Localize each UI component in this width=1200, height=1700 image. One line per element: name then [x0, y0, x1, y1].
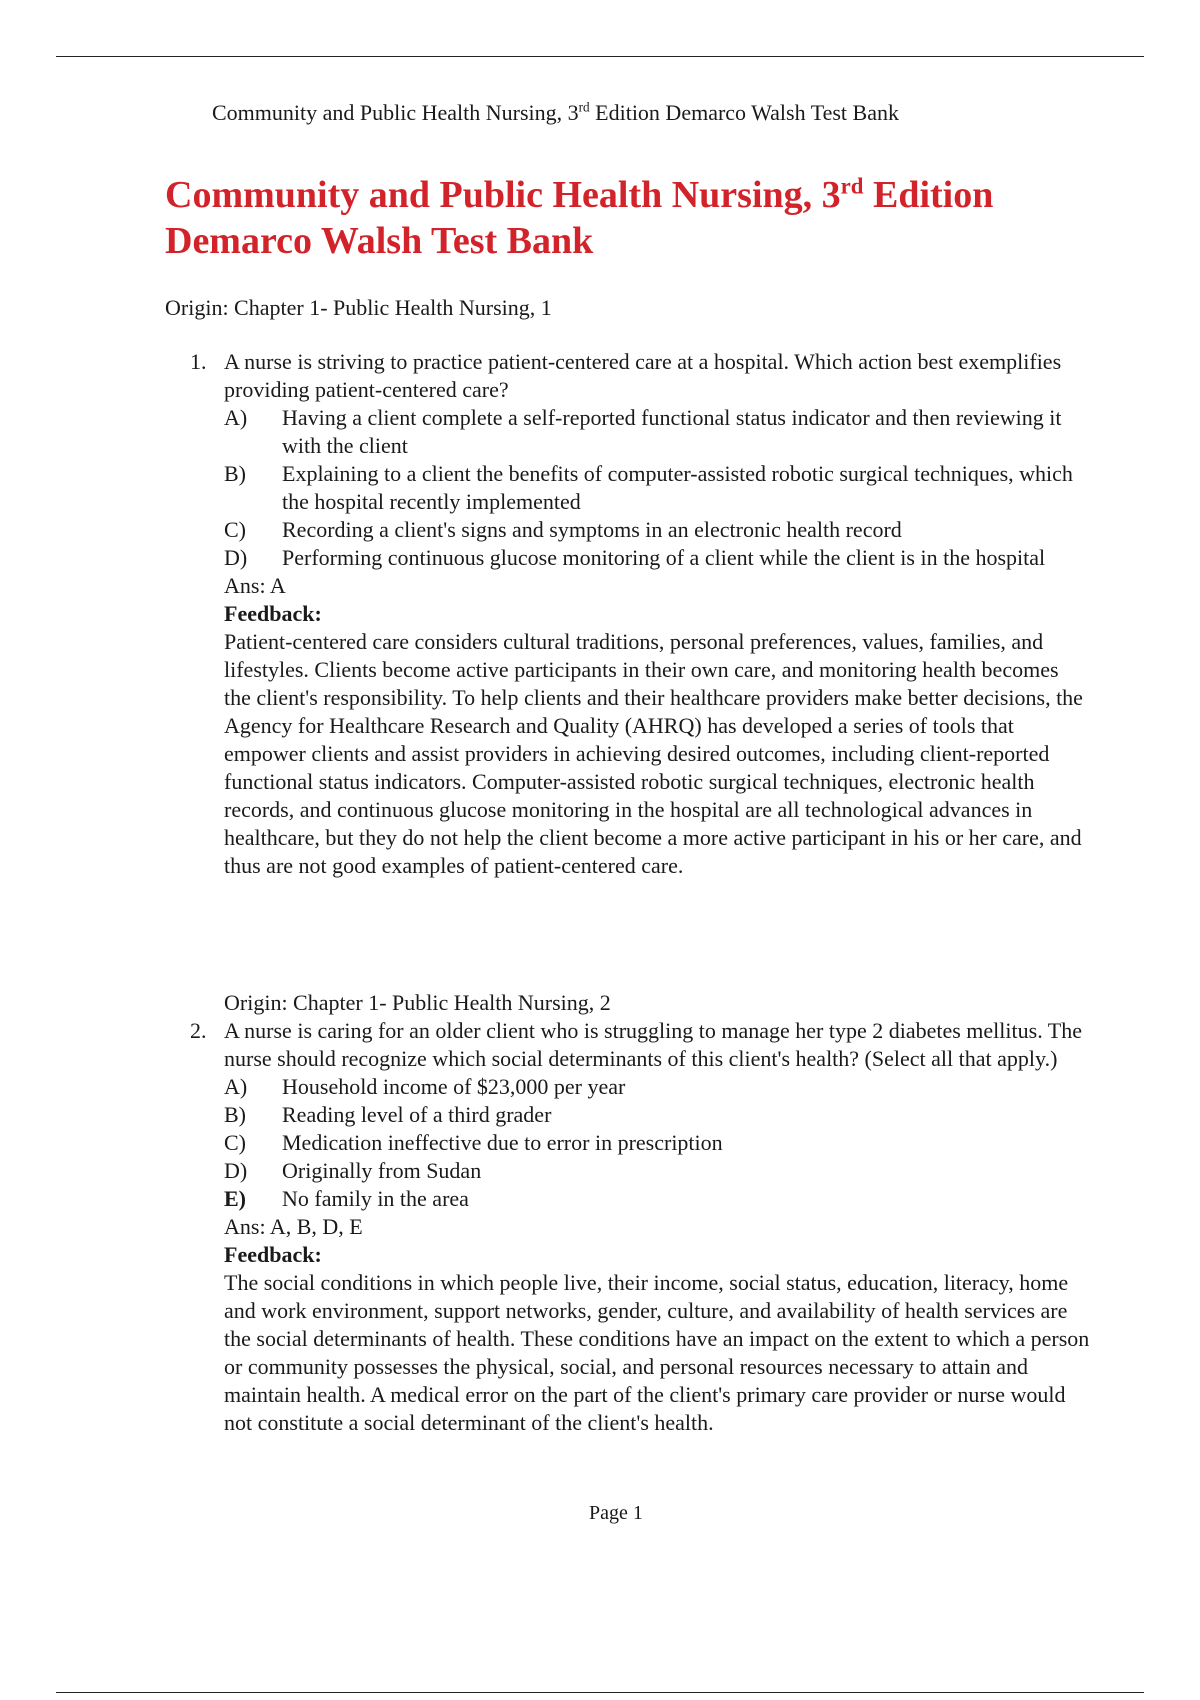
answer-options [224, 1073, 1090, 1213]
option-d: D) Performing continuous glucose monitoring of a client while the client is in the hospital [224, 545, 1046, 570]
option-d: D) Originally from Sudan [224, 1158, 482, 1183]
question-number: 1. [190, 349, 207, 374]
answer-options [224, 404, 1090, 572]
feedback-label: Feedback: [224, 601, 322, 626]
question-number: 2. [190, 1018, 207, 1043]
question-origin: Origin: Chapter 1- Public Health Nursing, 1 [165, 295, 552, 320]
option-e: E) No family in the area [224, 1186, 469, 1211]
question-stem: A nurse is caring for an older client who is struggling to manage her type 2 diabetes mellitus. The nurse should recognize which social determinants of this client's health? (Select all that apply.) [224, 1018, 1082, 1071]
option-c: C) Recording a client's signs and symptoms in an electronic health record [224, 517, 902, 542]
option-a: A) Having a client complete a self-reported functional status indicator and then reviewing it with the client [224, 405, 1062, 458]
option-c: C) Medication ineffective due to error in prescription [224, 1130, 723, 1155]
question-block [190, 348, 1090, 880]
title-line-1: Community and Public Health Nursing, 3rd Edition [165, 173, 994, 216]
running-header: Community and Public Health Nursing, 3rd Edition Demarco Walsh Test Bank [212, 99, 899, 125]
answer-key: Ans: A [224, 573, 286, 598]
top-rule [56, 56, 1144, 57]
option-b: B) Reading level of a third grader [224, 1102, 552, 1127]
question-origin: Origin: Chapter 1- Public Health Nursing, 2 [224, 990, 611, 1015]
bottom-rule [56, 1692, 1144, 1693]
question-stem: A nurse is striving to practice patient-centered care at a hospital. Which action best exemplifies providing patient-centered care? [224, 349, 1062, 402]
option-b: B) Explaining to a client the benefits of computer-assisted robotic surgical techniques, which the hospital recently implemented [224, 461, 1073, 514]
question-block [190, 1017, 1090, 1437]
page-number: Page 1 [589, 1502, 643, 1524]
feedback-label: Feedback: [224, 1242, 322, 1267]
title-line-2: Demarco Walsh Test Bank [165, 220, 594, 262]
feedback-text: Patient-centered care considers cultural traditions, personal preferences, values, families, and lifestyles. Clients become active participants in their own care, and monitoring health becomes the client's responsibility. To help clients and their healthcare providers make better decisions, the Agency for Healthcare Research and Quality (AHRQ) has developed a series of tools that empower clients and assist providers in achieving desired outcomes, including client-reported functional status indicators. Computer-assisted robotic surgical techniques, electronic health records, and continuous glucose monitoring in the hospital are all technological advances in healthcare, but they do not help the client become a more active participant in his or her care, and thus are not good examples of patient-centered care. [224, 629, 1083, 878]
option-a: A) Household income of $23,000 per year [224, 1074, 626, 1099]
document-title [165, 172, 993, 264]
feedback-text: The social conditions in which people live, their income, social status, education, literacy, home and work environment, support networks, gender, culture, and availability of health services are the social determinants of health. These conditions have an impact on the extent to which a person or community possesses the physical, social, and personal resources necessary to attain and maintain health. A medical error on the part of the client's primary care provider or nurse would not constitute a social determinant of the client's health. [224, 1270, 1090, 1435]
answer-key: Ans: A, B, D, E [224, 1214, 363, 1239]
